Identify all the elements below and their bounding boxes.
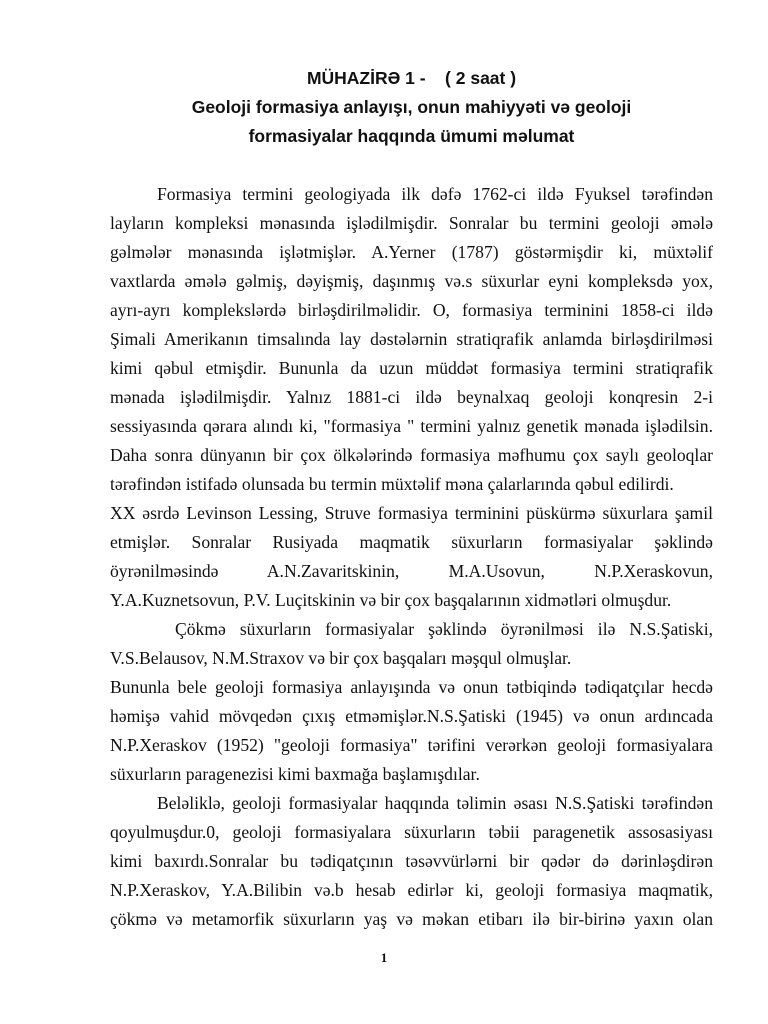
body-line: V.S.Belausov, N.M.Straxov və bir çox başqaları məşqul olmuşlar. [110, 648, 572, 668]
body-line: qoyulmuşdur.0, geoloji formasiyalara süxurların təbii paragenetik assosasiyası [110, 822, 713, 842]
body-line: öyrənilməsində A.N.Zavaritskinin, M.A.Usovun, N.P.Xeraskovun, [110, 561, 713, 581]
page-number: 1 [380, 950, 388, 965]
lecture-number: MÜHAZİRƏ 1 - ( 2 saat ) [306, 68, 517, 88]
lecture-title-line-2: formasiyalar haqqında ümumi məlumat [248, 126, 575, 146]
body-line: süxurların paragenezisi kimi baxmağa başlamışdılar. [110, 764, 480, 784]
lecture-title-line-1: Geoloji formasiya anlayışı, onun mahiyyəti və geoloji [191, 97, 632, 117]
body-line: gəlmələr mənasında işlətmişlər. A.Yerner (1787) göstərmişdir ki, müxtəlif [110, 242, 713, 262]
body-line: mənada işlədilmişdir. Yalnız 1881-ci ildə beynalxaq geoloji konqresin 2-i [110, 387, 713, 407]
body-line: Daha sonra dünyanın bir çox ölkələrində formasiya məfhumu çox saylı geoloqlar [110, 445, 713, 465]
body-line: həmişə vahid mövqedən çıxış etməmişlər.N.S.Şatiski (1945) və onun ardıncada [110, 706, 713, 726]
body-line: kimi qəbul etmişdir. Bununla da uzun müddət formasiya termini stratiqrafik [110, 358, 713, 378]
body-line: N.P.Xeraskov, Y.A.Bilibin və.b hesab edirlər ki, geoloji formasiya maqmatik, [110, 880, 713, 900]
body-line: Formasiya termini geologiyada ilk dəfə 1762-ci ildə Fyuksel tərəfindən [157, 184, 713, 204]
body-line: layların kompleksi mənasında işlədilmişdir. Sonralar bu termini geoloji əmələ [110, 213, 713, 233]
body-line: N.P.Xeraskov (1952) "geoloji formasiya" tərifini verərkən geoloji formasiyalara [110, 735, 713, 755]
body-line: kimi baxırdı.Sonralar bu tədiqatçının təsəvvürlərni bir qədər də dərinləşdirən [110, 851, 713, 871]
body-line: tərəfindən istifadə olunsada bu termin müxtəlif məna çalarlarında qəbul edilirdi. [110, 474, 674, 494]
body-line: etmişlər. Sonralar Rusiyada maqmatik süxurların formasiyalar şəklində [110, 532, 713, 552]
body-line: Şimali Amerikanın timsalında lay dəstələrnin stratiqrafik anlamda birləşdirilməsi [110, 329, 713, 349]
body-line: vaxtlarda əmələ gəlmiş, dəyişmiş, daşınmış və.s süxurlar eyni kompleksdə yox, [110, 271, 713, 291]
body-line: çökmə və metamorfik süxurların yaş və məkan etibarı ilə bir-birinə yaxın olan [110, 909, 713, 929]
body-line: Beləliklə, geoloji formasiyalar haqqında təlimin əsası N.S.Şatiski tərəfindən [157, 793, 713, 813]
body-line: ayrı-ayrı komplekslərdə birləşdirilməlidir. O, formasiya terminini 1858-ci ildə [110, 300, 713, 320]
body-line: Bununla bele geoloji formasiya anlayışında və onun tətbiqində tədiqatçılar hecdə [110, 677, 713, 697]
body-line: sessiyasında qərara alındı ki, "formasiya " termini yalnız genetik mənada işlədilsin. [110, 416, 713, 436]
body-line: Çökmə süxurların formasiyalar şəklində öyrənilməsi ilə N.S.Şatiski, [175, 619, 713, 639]
body-line: Y.A.Kuznetsovun, P.V. Luçitskinin və bir çox başqalarının xidmətləri olmuşdur. [110, 590, 672, 610]
lecture-heading [110, 64, 713, 151]
body-line: XX əsrdə Levinson Lessing, Struve formasiya terminini püskürmə süxurlara şamil [110, 503, 713, 523]
